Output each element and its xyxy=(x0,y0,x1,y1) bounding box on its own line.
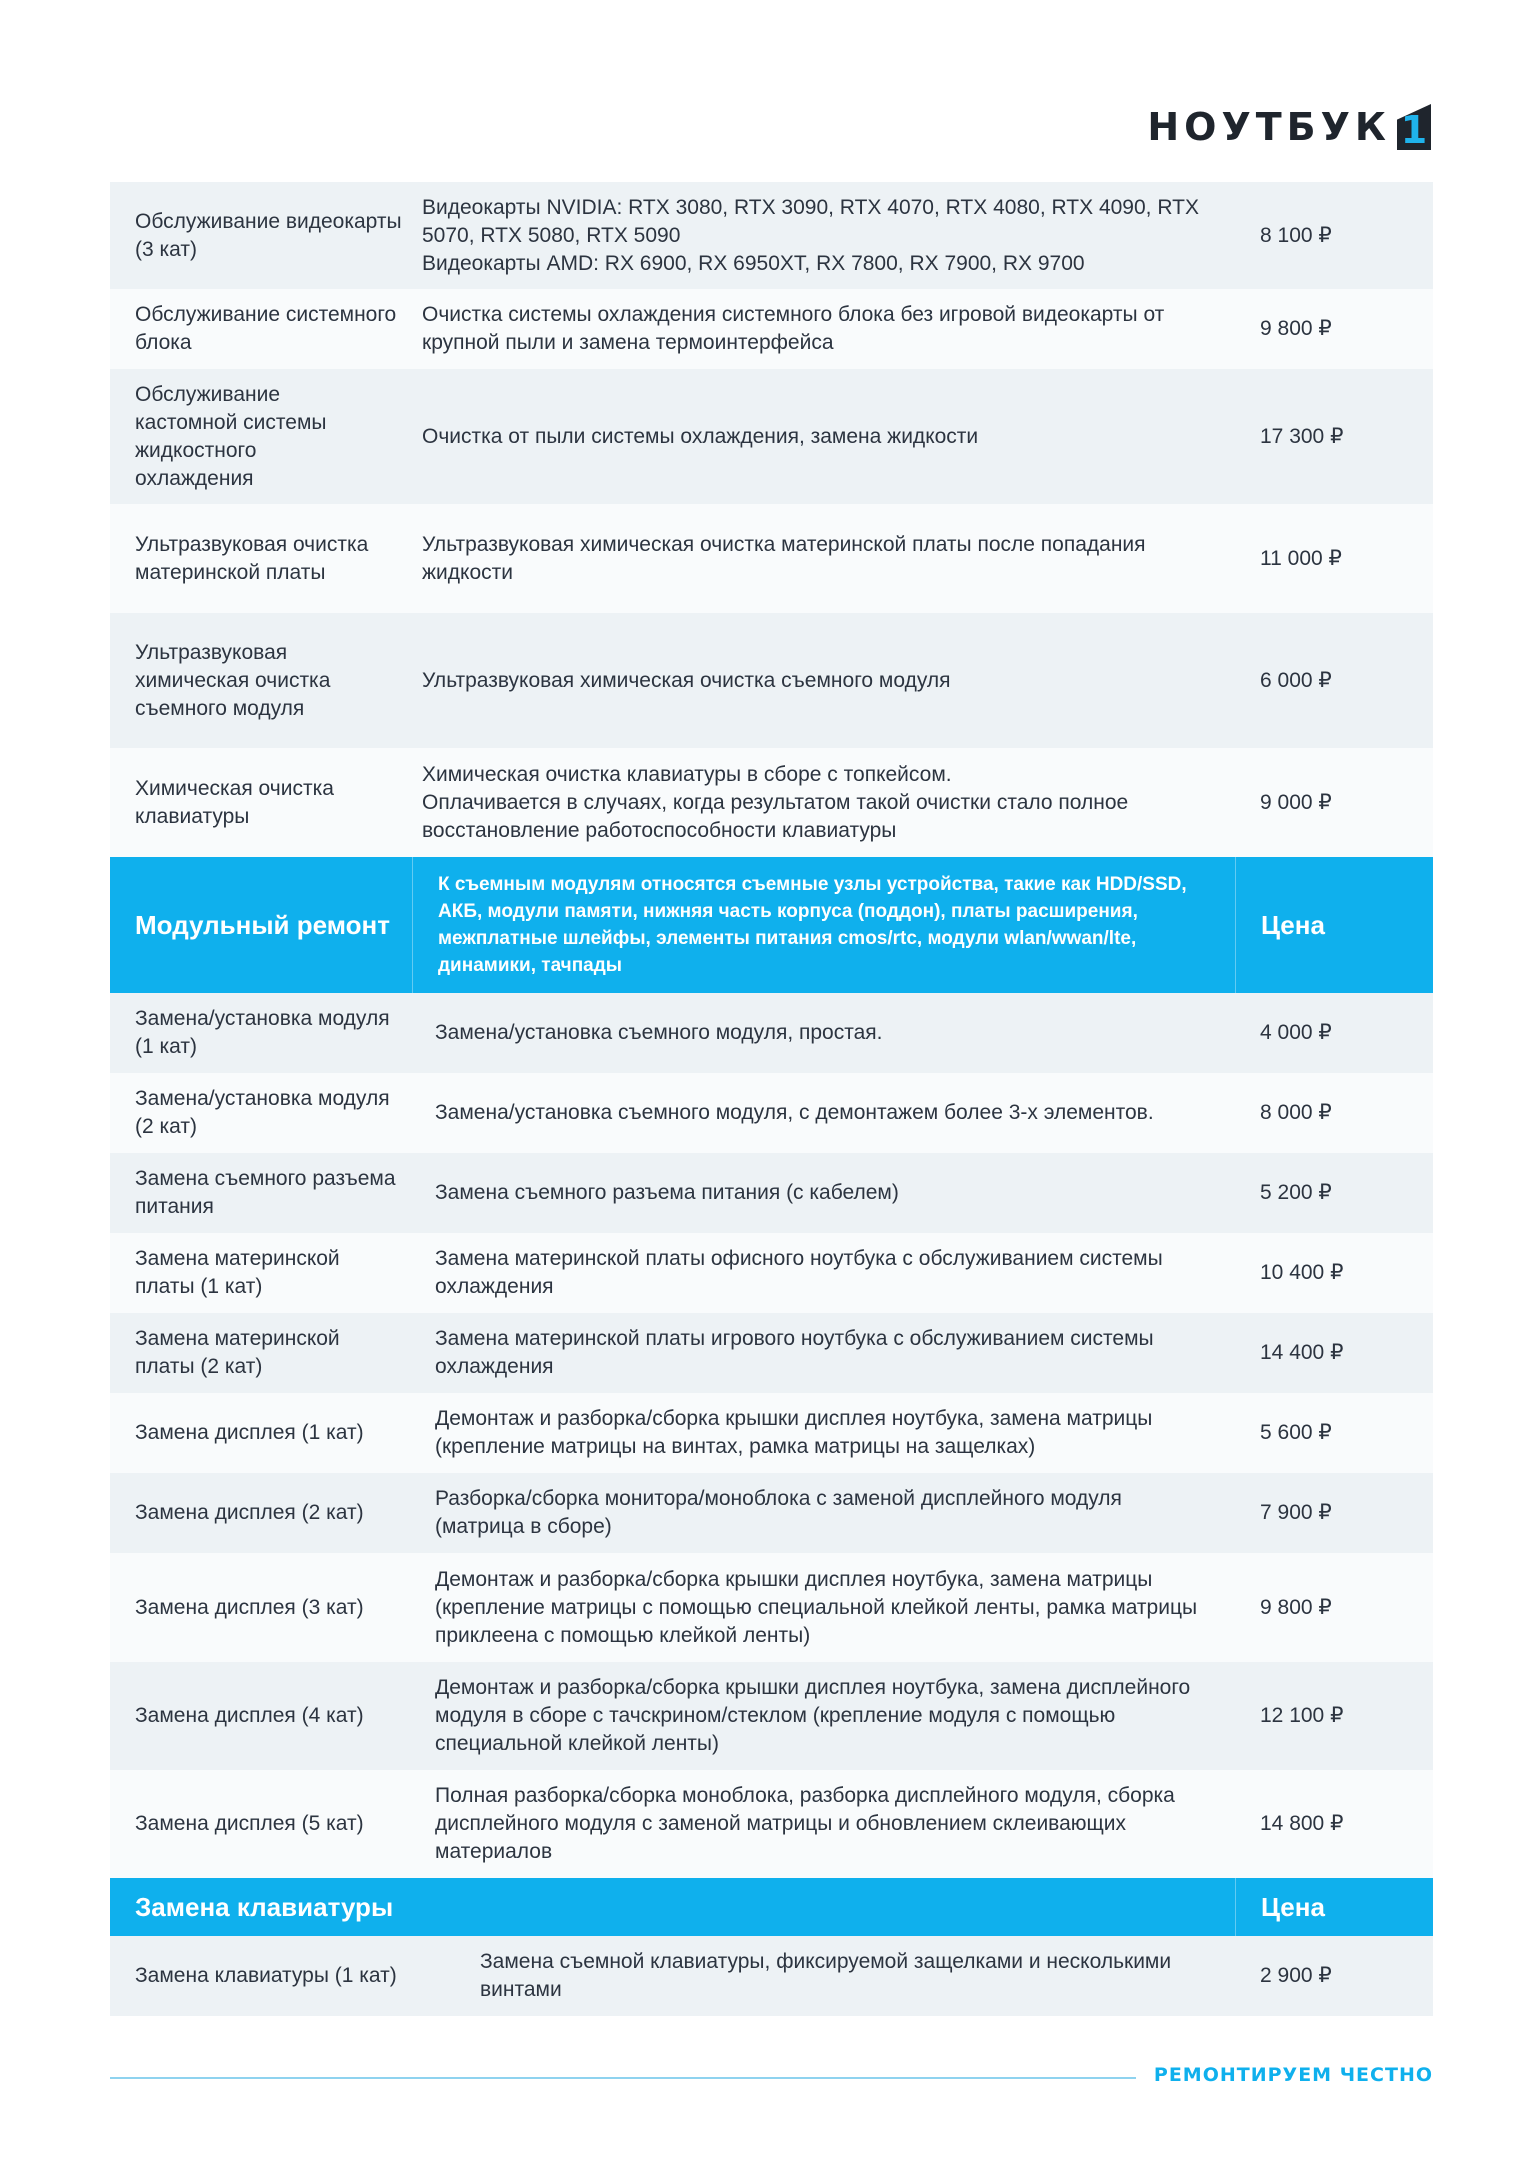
service-desc: Ультразвуковая химическая очистка материнской платы после попадания жидкости xyxy=(422,532,1146,584)
service-desc: Ультразвуковая химическая очистка съемного модуля xyxy=(422,668,951,692)
table-row xyxy=(110,1936,1433,2016)
table-row xyxy=(110,613,1433,748)
service-desc: Полная разборка/сборка моноблока, разборка дисплейного модуля, сборка дисплейного модуля с заменой матрицы и обновлением склеивающих материалов xyxy=(435,1784,1175,1863)
table-row xyxy=(110,504,1433,613)
service-desc: Демонтаж и разборка/сборка крышки дисплея ноутбука, замена матрицы (крепление матрицы с помощью специальной клейкой ленты, рамка матрицы приклеена с помощью клейкой ленты) xyxy=(435,1567,1198,1647)
footer-slogan: РЕМОНТИРУЕМ ЧЕСТНО xyxy=(1153,2064,1433,2086)
service-name: Замена/установка модуля (2 кат) xyxy=(135,1087,390,1138)
table-row xyxy=(110,369,1433,504)
price-header: Цена xyxy=(1235,857,1433,993)
price-header: Цена xyxy=(1235,1878,1433,1936)
service-price: 5 600 ₽ xyxy=(1260,1421,1332,1444)
service-name: Замена дисплея (4 кат) xyxy=(135,1704,364,1727)
service-name: Замена/установка модуля (1 кат) xyxy=(135,1007,390,1058)
table-row xyxy=(110,1393,1433,1473)
footer-divider xyxy=(110,2077,1136,2079)
service-name: Замена дисплея (2 кат) xyxy=(135,1501,364,1524)
service-desc: Замена съемного разъема питания (с кабелем) xyxy=(435,1181,899,1204)
service-price: 10 400 ₽ xyxy=(1260,1261,1344,1284)
table-row xyxy=(110,1153,1433,1233)
service-desc: Очистка от пыли системы охлаждения, замена жидкости xyxy=(422,424,979,448)
service-desc: Замена съемной клавиатуры, фиксируемой защелками и несколькими винтами xyxy=(480,1950,1172,2001)
table-row xyxy=(110,182,1433,289)
table-row xyxy=(110,748,1433,857)
table-row xyxy=(110,1473,1433,1553)
service-desc: Очистка системы охлаждения системного блока без игровой видеокарты от крупной пыли и замена термоинтерфейса xyxy=(422,303,1165,354)
service-price: 8 000 ₽ xyxy=(1260,1101,1332,1124)
service-price: 12 100 ₽ xyxy=(1260,1704,1344,1727)
service-name: Химическая очистка клавиатуры xyxy=(135,776,334,828)
service-name: Обслуживание кастомной системы жидкостного охлаждения xyxy=(135,382,327,490)
service-name: Замена дисплея (3 кат) xyxy=(135,1595,364,1619)
service-name: Замена материнской платы (2 кат) xyxy=(135,1327,340,1378)
logo-text: НОУТБУК xyxy=(1147,105,1391,149)
section-note: К съемным модулям относятся съемные узлы устройства, такие как HDD/SSD, АКБ, модули памяти, нижняя часть корпуса (поддон), платы расширения, межплатные шлейфы, элементы питания cmos/rtc, модули wlan/wwan/lte, динамики, тачпады xyxy=(412,857,1235,993)
service-desc: Разборка/сборка монитора/моноблока с заменой дисплейного модуля (матрица в сборе) xyxy=(435,1487,1122,1538)
service-name: Замена материнской платы (1 кат) xyxy=(135,1247,340,1298)
service-price: 2 900 ₽ xyxy=(1260,1964,1332,1987)
service-price: 8 100 ₽ xyxy=(1260,223,1332,247)
table-row xyxy=(110,1233,1433,1313)
service-desc: Замена/установка съемного модуля, простая. xyxy=(435,1021,883,1044)
service-name: Замена дисплея (5 кат) xyxy=(135,1812,364,1835)
service-name: Замена клавиатуры (1 кат) xyxy=(135,1964,397,1987)
table-row xyxy=(110,1553,1433,1662)
service-price: 11 000 ₽ xyxy=(1260,546,1342,570)
service-desc: Видеокарты NVIDIA: RTX 3080, RTX 3090, RTX 4070, RTX 4080, RTX 4090, RTX 5070, RTX 5080, RTX 5090 Видеокарты AMD: RX 6900, RX 6950XT, RX 7800, RX 7900, RX 9700 xyxy=(422,195,1199,275)
service-price: 9 800 ₽ xyxy=(1260,317,1332,340)
section-header-keyboard xyxy=(110,1878,1433,1936)
service-price: 4 000 ₽ xyxy=(1260,1021,1332,1044)
price-table xyxy=(110,182,1433,2016)
service-price: 17 300 ₽ xyxy=(1260,424,1344,448)
service-desc: Демонтаж и разборка/сборка крышки дисплея ноутбука, замена матрицы (крепление матрицы на винтах, рамка матрицы на защелках) xyxy=(435,1407,1153,1458)
service-price: 6 000 ₽ xyxy=(1260,668,1332,692)
logo-mark-icon xyxy=(1395,104,1433,150)
service-name: Замена дисплея (1 кат) xyxy=(135,1421,364,1444)
section-header-modular xyxy=(110,857,1433,993)
service-desc: Замена материнской платы офисного ноутбука с обслуживанием системы охлаждения xyxy=(435,1247,1163,1298)
service-price: 14 800 ₽ xyxy=(1260,1812,1344,1835)
service-name: Замена съемного разъема питания xyxy=(135,1167,396,1218)
table-row xyxy=(110,1662,1433,1770)
service-name: Ультразвуковая очистка материнской платы xyxy=(135,532,369,584)
logo-mark-digit: 1 xyxy=(1400,108,1428,152)
table-row xyxy=(110,1073,1433,1153)
service-desc: Замена/установка съемного модуля, с демонтажем более 3-х элементов. xyxy=(435,1101,1154,1124)
table-row xyxy=(110,289,1433,369)
table-row xyxy=(110,1313,1433,1393)
service-desc: Химическая очистка клавиатуры в сборе с топкейсом. Оплачивается в случаях, когда результатом такой очистки стало полное восстановление работоспособности клавиатуры xyxy=(422,762,1129,842)
table-row xyxy=(110,993,1433,1073)
service-price: 5 200 ₽ xyxy=(1260,1181,1332,1204)
brand-logo xyxy=(1147,104,1433,150)
service-name: Ультразвуковая химическая очистка съемного модуля xyxy=(135,640,331,720)
table-row xyxy=(110,1770,1433,1878)
section-title: Замена клавиатуры xyxy=(135,1891,394,1922)
service-price: 7 900 ₽ xyxy=(1260,1501,1332,1524)
service-price: 9 000 ₽ xyxy=(1260,790,1332,814)
section-title: Модульный ремонт xyxy=(135,909,390,940)
service-desc: Демонтаж и разборка/сборка крышки дисплея ноутбука, замена дисплейного модуля в сборе с тачскрином/стеклом (крепление модуля с помощью специальной клейкой ленты) xyxy=(435,1676,1191,1755)
service-price: 9 800 ₽ xyxy=(1260,1595,1332,1619)
service-price: 14 400 ₽ xyxy=(1260,1341,1344,1364)
service-name: Обслуживание видеокарты (3 кат) xyxy=(135,209,402,261)
service-name: Обслуживание системного блока xyxy=(135,303,397,354)
service-desc: Замена материнской платы игрового ноутбука с обслуживанием системы охлаждения xyxy=(435,1327,1154,1378)
